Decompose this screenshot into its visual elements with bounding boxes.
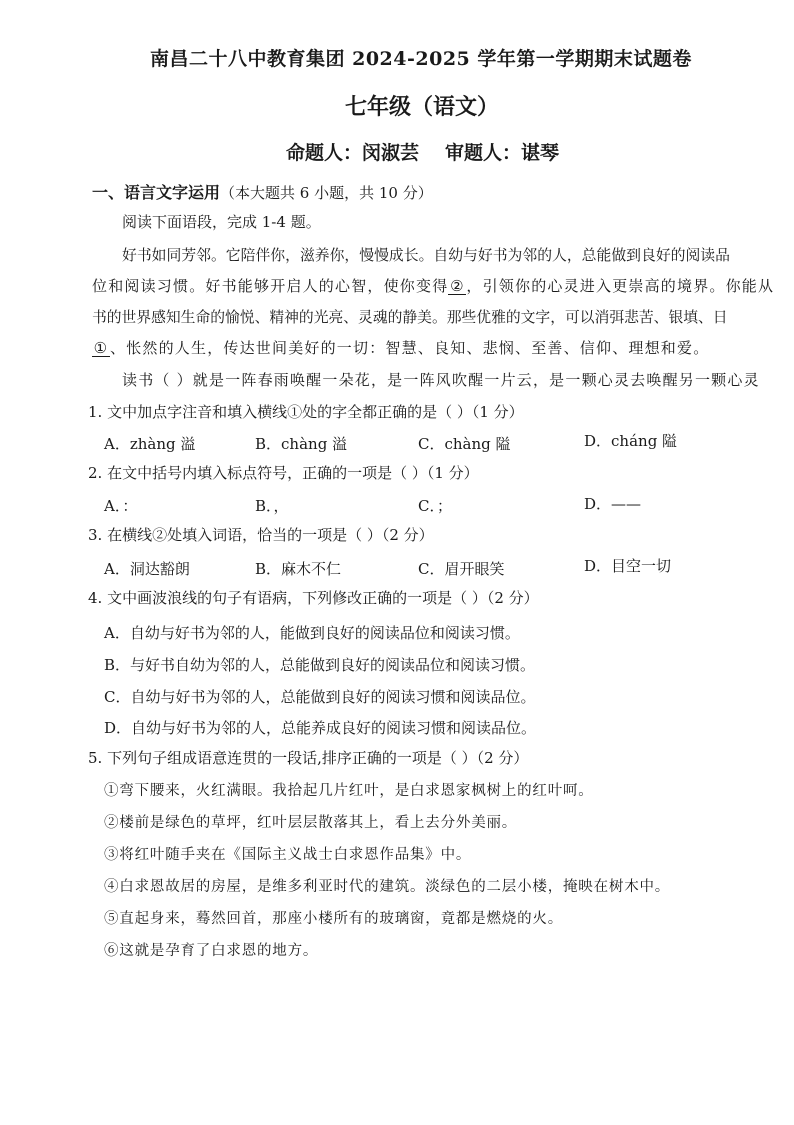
- question-3-option-d: D．目空一切: [584, 557, 672, 575]
- question-2-option-c: C．；: [418, 497, 452, 515]
- exam-title: 南昌二十八中教育集团 2024-2025 学年第一学期期末试题卷: [150, 48, 692, 70]
- passage-line-4-text: 、怅然的人生，传达世间美好的一切：智慧、良知、悲悯、至善、信仰、理想和爱。: [110, 339, 710, 357]
- question-4-option-a: A．自幼与好书为邻的人，能做到良好的阅读品位和阅读习惯。: [104, 624, 520, 642]
- question-3-option-a: A．洞达豁朗: [104, 560, 190, 578]
- question-2-stem: 2. 在文中括号内填入标点符号，正确的一项是（ ）（1 分）: [88, 464, 479, 482]
- question-3-stem: 3. 在横线②处填入词语，恰当的一项是（ ）（2 分）: [88, 526, 434, 544]
- question-5-sentence-2: ②楼前是绿色的草坪，红叶层层散落其上，看上去分外美丽。: [104, 815, 518, 831]
- question-5-sentence-4: ④白求恩故居的房屋，是维多利亚时代的建筑。淡绿色的二层小楼，掩映在树木中。: [104, 879, 671, 895]
- section-title: 一、语言文字运用: [92, 183, 221, 202]
- question-4-option-d: D．自幼与好书为邻的人，总能养成良好的阅读习惯和阅读品位。: [104, 719, 537, 737]
- question-1-option-a: A．zhàng 溢: [104, 435, 196, 453]
- question-5-sentence-3: ③将红叶随手夹在《国际主义战士白求恩作品集》中。: [104, 847, 472, 863]
- question-4-option-b: B．与好书自幼为邻的人，总能做到良好的阅读品位和阅读习惯。: [104, 656, 536, 674]
- question-2-option-d: D．——: [584, 495, 642, 513]
- author-label: 命题人：闵淑芸: [286, 142, 420, 164]
- reading-instruction: 阅读下面语段，完成 1-4 题。: [122, 213, 321, 231]
- section-heading: [92, 180, 433, 203]
- blank-1: ①: [93, 339, 109, 357]
- question-5-sentence-6: ⑥这就是孕育了白求恩的地方。: [104, 943, 319, 959]
- question-3-option-c: C．眉开眼笑: [418, 560, 505, 578]
- reviewer-label: 审题人：谌琴: [445, 142, 560, 164]
- exam-authors: [286, 138, 559, 165]
- question-3-option-b: B．麻木不仁: [255, 560, 342, 578]
- question-2-option-a: A．：: [104, 497, 138, 515]
- passage-line-2: [92, 275, 774, 296]
- question-5-stem: 5. 下列句子组成语意连贯的一段话,排序正确的一项是（ ）（2 分）: [88, 749, 529, 767]
- passage-line-1: 好书如同芳邻。它陪伴你，滋养你，慢慢成长。自幼与好书为邻的人，总能做到良好的阅读品: [122, 247, 730, 264]
- passage-line-4: [92, 337, 709, 358]
- question-4-option-c: C．自幼与好书为邻的人，总能做到良好的阅读习惯和阅读品位。: [104, 688, 536, 706]
- question-5-sentence-1: ①弯下腰来，火红满眼。我拾起几片红叶，是白求恩家枫树上的红叶呵。: [104, 783, 594, 799]
- question-1-option-c: C．chàng 隘: [418, 435, 511, 453]
- question-1-option-d: D．cháng 隘: [584, 432, 678, 450]
- question-4-stem: 4. 文中画波浪线的句子有语病，下列修改正确的一项是（ ）（2 分）: [88, 589, 539, 607]
- question-5-sentence-5: ⑤直起身来，蓦然回首，那座小楼所有的玻璃窗，竟都是燃烧的火。: [104, 911, 563, 927]
- section-note: （本大题共 6 小题，共 10 分）: [220, 184, 433, 202]
- exam-subtitle: 七年级（语文）: [345, 94, 500, 120]
- question-1-option-b: B．chàng 溢: [255, 435, 348, 453]
- blank-2: ②: [450, 277, 465, 295]
- question-1-stem: 1. 文中加点字注音和填入横线①处的字全都正确的是（ ）（1 分）: [88, 403, 524, 421]
- passage-line-3: 书的世界感知生命的愉悦、精神的光亮、灵魂的静美。那些优雅的文字，可以消弭悲苦、银填、日: [92, 309, 728, 326]
- passage-line-2-end: ，引领你的心灵进入更崇高的境界。你能从: [466, 277, 775, 295]
- passage-line-2-start: 位和阅读习惯。好书能够开启人的心智，使你变得: [92, 277, 449, 295]
- passage-line-5: 读书（ ）就是一阵春雨唤醒一朵花，是一阵风吹醒一片云，是一颗心灵去唤醒另一颗心灵: [122, 371, 760, 389]
- question-2-option-b: B．，: [255, 497, 289, 515]
